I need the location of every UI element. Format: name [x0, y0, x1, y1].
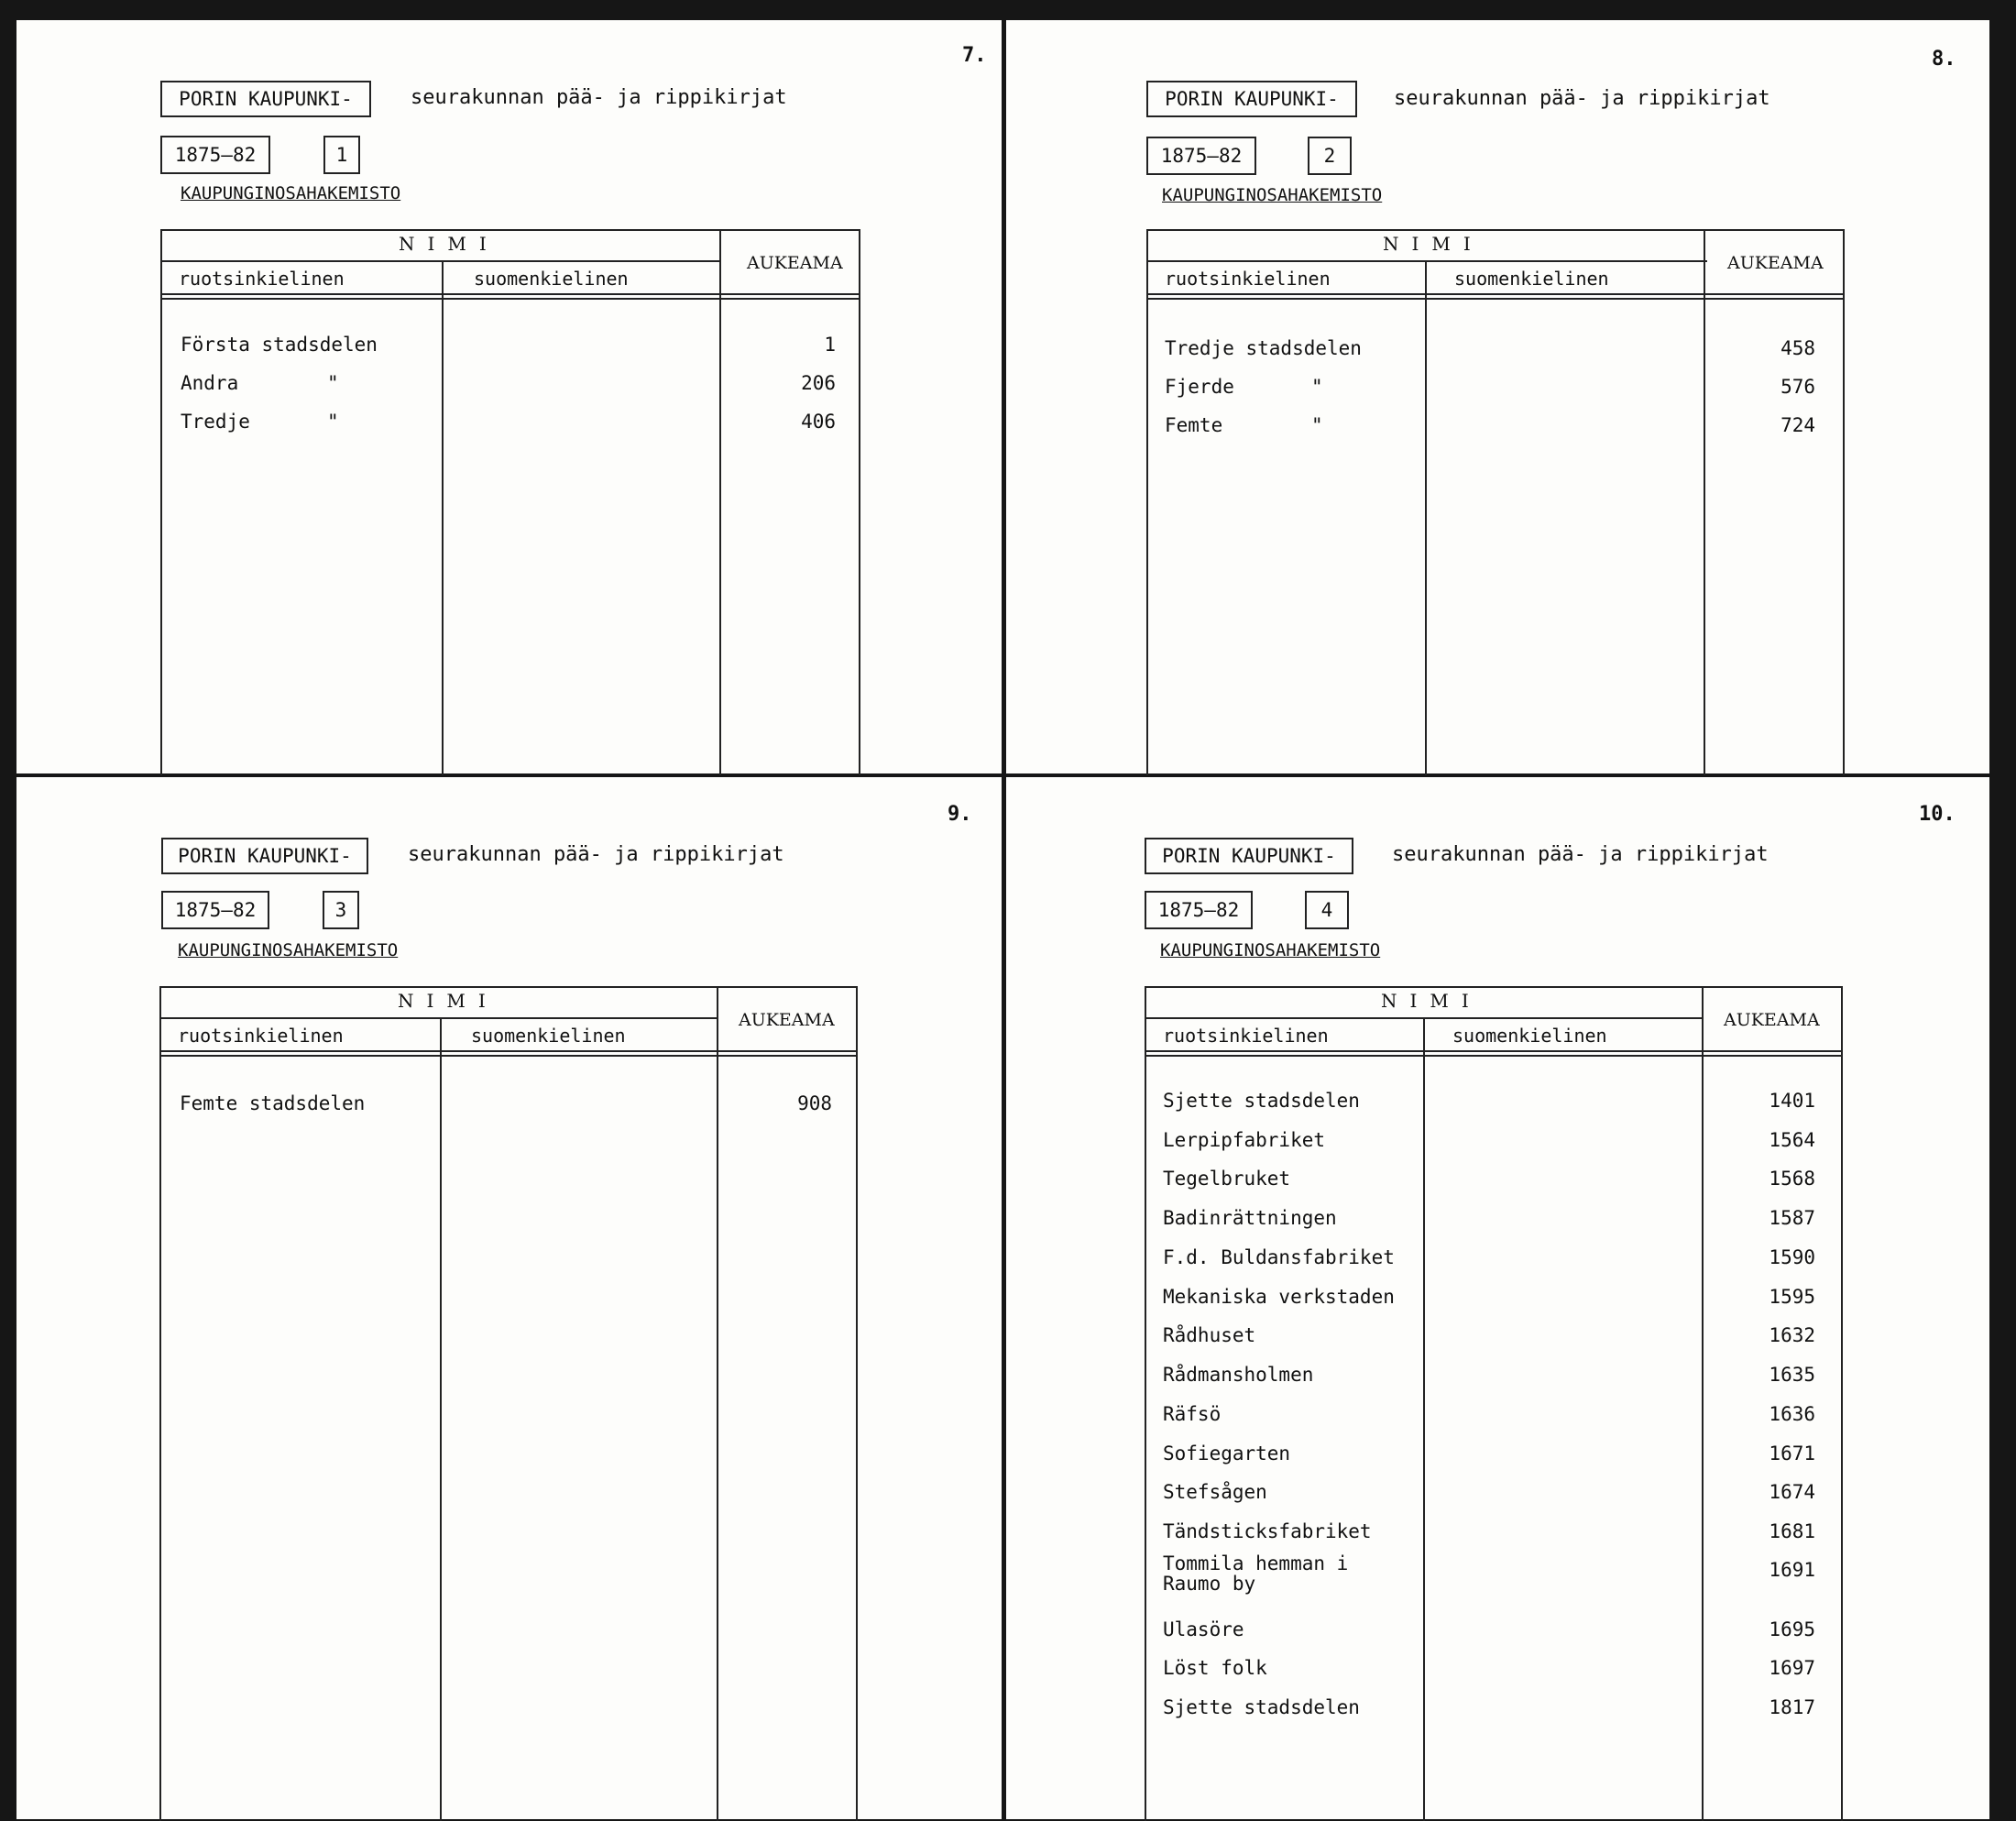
place-name: Andra: [181, 372, 239, 394]
page-number: 9.: [948, 803, 972, 826]
series-title: seurakunnan pää- ja rippikirjat: [1392, 843, 1769, 866]
index-subtitle: KAUPUNGINOSAHAKEMISTO: [1162, 185, 1383, 205]
place-name: F.d. Buldansfabriket: [1163, 1246, 1395, 1268]
page-ref: 1590: [1769, 1246, 1815, 1268]
page-ref: 1: [824, 334, 836, 356]
page-ref: 1681: [1769, 1520, 1815, 1542]
page-ref: 1595: [1769, 1286, 1815, 1308]
series-title: seurakunnan pää- ja rippikirjat: [408, 843, 784, 866]
index-page: [1006, 20, 1989, 773]
name-group-header: NIMI: [1381, 990, 1482, 1012]
name-group-header: NIMI: [1383, 233, 1484, 255]
index-subtitle: KAUPUNGINOSAHAKEMISTO: [1160, 940, 1381, 960]
page-ref: 1691: [1769, 1559, 1815, 1581]
page-ref: 1674: [1769, 1481, 1815, 1503]
place-name: Tegelbruket: [1163, 1168, 1291, 1190]
index-table: [160, 229, 860, 775]
title-box: PORIN KAUPUNKI-: [161, 838, 368, 874]
place-name: Tredje stadsdelen: [1165, 337, 1362, 359]
page-column-header: AUKEAMA: [1727, 253, 1824, 273]
place-name: Tommila hemman i: [1163, 1552, 1349, 1574]
place-name: Tredje: [181, 411, 250, 433]
series-title: seurakunnan pää- ja rippikirjat: [411, 86, 787, 109]
page-ref: 1636: [1769, 1403, 1815, 1425]
index-table: [1145, 986, 1843, 1821]
page-number: 10.: [1919, 803, 1956, 826]
name-group-header: NIMI: [399, 233, 499, 255]
years-box: 1875–82: [1145, 891, 1253, 929]
years-box: 1875–82: [1146, 137, 1256, 175]
page-number: 7.: [962, 44, 987, 67]
ditto-mark: ": [327, 411, 339, 433]
page-ref: 1635: [1769, 1364, 1815, 1386]
finnish-column-header: suomenkielinen: [1454, 268, 1609, 290]
index-subtitle: KAUPUNGINOSAHAKEMISTO: [181, 183, 401, 203]
page-ref: 458: [1780, 337, 1815, 359]
place-name: Lerpipfabriket: [1163, 1129, 1326, 1151]
page-column-header: AUKEAMA: [1724, 1010, 1820, 1030]
index-page: [16, 20, 1002, 773]
page-ref: 1632: [1769, 1324, 1815, 1346]
page-column-header: AUKEAMA: [747, 253, 843, 273]
index-page: [16, 777, 1002, 1819]
swedish-column-header: ruotsinkielinen: [1165, 268, 1331, 290]
volume-box: 3: [323, 891, 359, 929]
ditto-mark: ": [1311, 414, 1323, 436]
index-table: [159, 986, 858, 1821]
page-ref: 1564: [1769, 1129, 1815, 1151]
series-title: seurakunnan pää- ja rippikirjat: [1394, 87, 1770, 110]
place-name: Tändsticksfabriket: [1163, 1520, 1372, 1542]
page-ref: 1695: [1769, 1618, 1815, 1640]
title-box: PORIN KAUPUNKI-: [1145, 838, 1353, 874]
finnish-column-header: suomenkielinen: [1452, 1025, 1607, 1047]
ditto-mark: ": [1311, 376, 1323, 398]
page-ref: 724: [1780, 414, 1815, 436]
place-name: Sjette stadsdelen: [1163, 1090, 1360, 1112]
page-ref: 206: [801, 372, 836, 394]
volume-box: 4: [1305, 891, 1349, 929]
place-name: Sjette stadsdelen: [1163, 1696, 1360, 1718]
name-group-header: NIMI: [398, 990, 499, 1012]
swedish-column-header: ruotsinkielinen: [1163, 1025, 1329, 1047]
volume-box: 1: [323, 136, 360, 174]
years-box: 1875–82: [160, 136, 270, 174]
finnish-column-header: suomenkielinen: [474, 268, 629, 290]
page-ref: 1587: [1769, 1207, 1815, 1229]
index-row: [1163, 1553, 1823, 1599]
page-ref: 1671: [1769, 1443, 1815, 1464]
index-subtitle: KAUPUNGINOSAHAKEMISTO: [178, 940, 399, 960]
title-box: PORIN KAUPUNKI-: [160, 81, 371, 117]
page-ref: 908: [797, 1092, 832, 1114]
page-ref: 1401: [1769, 1090, 1815, 1112]
page-number: 8.: [1932, 48, 1956, 71]
swedish-column-header: ruotsinkielinen: [179, 268, 345, 290]
place-name: Rådmansholmen: [1163, 1364, 1314, 1386]
place-name: Löst folk: [1163, 1657, 1267, 1679]
place-name: Femte: [1165, 414, 1223, 436]
place-name: Badinrättningen: [1163, 1207, 1337, 1229]
index-page: [1006, 777, 1989, 1819]
page-column-header: AUKEAMA: [739, 1010, 835, 1030]
place-name-line2: Raumo by: [1163, 1573, 1256, 1595]
place-name: Mekaniska verkstaden: [1163, 1286, 1395, 1308]
place-name: Första stadsdelen: [181, 334, 378, 356]
place-name: Sofiegarten: [1163, 1443, 1291, 1464]
place-name: Femte stadsdelen: [180, 1092, 366, 1114]
page-ref: 1697: [1769, 1657, 1815, 1679]
swedish-column-header: ruotsinkielinen: [178, 1025, 344, 1047]
index-table: [1146, 229, 1845, 775]
place-name: Ulasöre: [1163, 1618, 1244, 1640]
page-ref: 1568: [1769, 1168, 1815, 1190]
page-ref: 1817: [1769, 1696, 1815, 1718]
years-box: 1875–82: [161, 891, 269, 929]
place-name: Rådhuset: [1163, 1324, 1256, 1346]
volume-box: 2: [1308, 137, 1352, 175]
ditto-mark: ": [327, 372, 339, 394]
place-name: Stefsågen: [1163, 1481, 1267, 1503]
place-name: Räfsö: [1163, 1403, 1222, 1425]
page-ref: 406: [801, 411, 836, 433]
title-box: PORIN KAUPUNKI-: [1146, 81, 1357, 117]
place-name: Fjerde: [1165, 376, 1234, 398]
finnish-column-header: suomenkielinen: [471, 1025, 626, 1047]
page-ref: 576: [1780, 376, 1815, 398]
